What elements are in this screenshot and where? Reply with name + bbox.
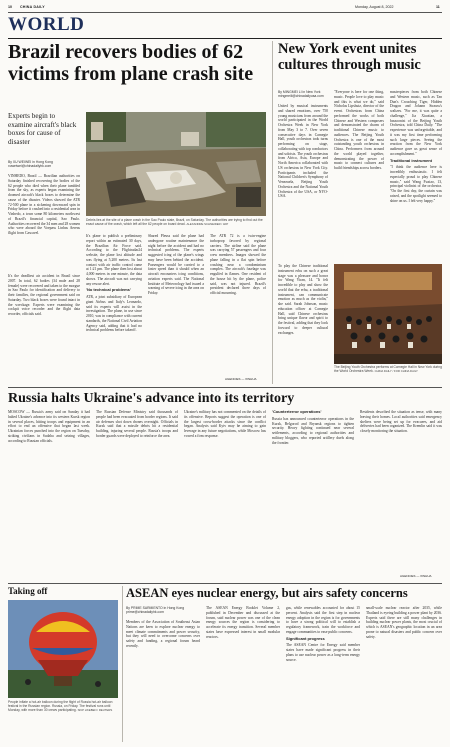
takingoff-kicker: Taking off: [8, 586, 48, 596]
asean-col-4: small-scale nuclear reactor after 2035, while Thailand is eyeing building a power plant by 2036. Experts said there are still many challenges in building nuclear power plants, the most crucial of which is ASEAN's geographic location in an area prone to natural disasters and public concern over safety.: [366, 606, 442, 639]
russia-col-2: The Russian Defense Ministry said thousands of people had been evacuated from border regions. It said air defenses shot down drones overnight. Officials in Kursk said that a missile debris hit a residential building, injuring several people. Russia's troops and border guards were deployed to reinforce the area.: [96, 410, 178, 438]
asean-col-3: [286, 606, 360, 742]
brazil-photo-credit: ALEXANDRE SCHNEIDER / AFP: [186, 222, 229, 227]
issue-date: Monday, August 8, 2022: [355, 5, 394, 9]
russia-credit: AGENCIES — XINHUA: [400, 574, 432, 578]
russia-col-1: MOSCOW — Russia's army said on Sunday it had halted Ukraine's advance into its western Kursk region in several places, hitting troops and equipment in an effort to end an offensive that began last week. Ukrainian forces punched into the region on Tuesday, striking civilians in Sudzha and seizing villages, according to Russian officials.: [8, 410, 90, 443]
russia-subhead: 'Counterterror operations': [272, 410, 322, 414]
asean-col3-text: gas, while renewables accounted for about 15 percent. Analysts said the first step in nuclear energy adoption in the region is for governments to have a strong political will to establish a regulatory framework, train the workforce and engage communities to ease public concerns.: [286, 606, 360, 634]
asean-subhead: Significant progress: [286, 635, 325, 641]
russia-col-4: [272, 410, 354, 580]
newyork-caption-text: The Beijing Youth Orchestra performs at Carnegie Hall in New York during the World Orchestra Week.: [334, 365, 442, 374]
newyork-byline: By MINGMEI LI in New York mingmeili@chinadailyusa.com: [278, 90, 324, 99]
newyork-orchestra-photo: [334, 264, 442, 364]
takingoff-caption: [8, 700, 118, 713]
russia-col-3: Ukraine's military has not commented on the details of its offensive. Reports suggest the operation is one of the largest cross-border attacks since the conflict began. Analysts said Kyiv may be aiming to gain leverage in any future negotiations, while Moscow has vowed a firm response.: [184, 410, 266, 438]
brazil-col3-text: It's plane to publish a preliminary report within an estimated 30 days, the Brazilian Air Force said. According to the Flightradar24 website, the plane lost altitude and was flying at 5,200 meters. Its last contact with air traffic control came at 1:21 pm. The plane then lost about 4,000 meters in one minute, the data shows. The aircraft was not carrying any rescue alert.: [86, 234, 142, 286]
brazil-crash-photo: [86, 112, 266, 216]
newyork-col-1: United by musical instruments and shared emotions, over 750 young musicians from around the world participated in the World Orchestra Week in New York from May 3 to 7. Over seven consecutive days in Carnegie Hall, youth orchestras took turns performing on stage, collaborating with top conductors and soloists. The youth orchestras from Africa, Asia, Europe and North America collaborated with US orchestras in New York City. Participants included the National Children's Symphony of Venezuela, Beijing Youth Orchestra and the National Youth Orchestra of the USA, or NYO-USA.: [278, 104, 328, 199]
balloon-photo: [8, 600, 118, 698]
russia-col-5: Residents described the situation as tense, with many leaving their homes. Local authorities said emergency shelters were being set up for evacuees, and aid deliveries had been organized. The Kremlin said it was closely monitoring the situation.: [360, 410, 442, 433]
russia-col4-text: Russia has announced counterterror operations in the Kursk, Belgorod and Bryansk regions to tighten security. Heavy fighting continued near several settlements, according to regional authorities and military bloggers, who reported artillery duels along the frontier.: [272, 416, 354, 445]
brazil-byline: By XU WEIWEI in Hong Kong xuweiwei@chinadailyhk.com: [8, 160, 53, 169]
brazil-col-4: Shared Pleuss said the plane had undergone routine maintenance the night before the accident and had no technical problems. The experts suggested icing of the plane's wings may have been behind the accident. Passengers would be carried to a faster speed than it should when an aircraft encounters icing conditions, aviation experts said. The National Institute of Meteorology had issued a warning of severe icing in the area on Friday.: [148, 234, 204, 295]
section-title: WORLD: [8, 14, 85, 35]
newyork-photo-credit: CHINA DAILY / FOR CHINA DAILY: [374, 369, 418, 374]
brazil-col-1: VINHEDO, Brazil — Brazilian authorities on Saturday finished recovering the bodies of the 62 people who died when their plane tumbled from the sky, as experts began examining the doomed aircraft's black boxes to determine the cause of the disaster. Videos showed the ATR 72-500 plane in a sickening downward spin in Friday before it crashed into a residential area in Vinhedo, a town some 80 kilometers northwest of Brazil's financial capital, Sao Paulo. Authorities recovered the 34 men and 28 women who were aboard the Voepass Linhas Aereas flight from Cascavel.: [8, 174, 80, 235]
brazil-caption-text: Debris lies at the site of a plane crash in the Sao Paulo state, Brazil, on Saturday. The authorities are trying to find out the exact cause of the crash, which left all the 62 people on board dead.: [86, 218, 263, 227]
asean-col-2: The ASEAN Energy Booklet Volume 2, published in December and discussed at the forum, said nuclear power was one of the clean energy sources the region is considering to accelerate its energy transition. Several member states have expressed interest in small modular reactors.: [206, 606, 280, 639]
brazil-subhead: 'No technical problems': [86, 287, 131, 293]
brazil-col-2: It's the deadliest air accident in Brazil since 2007. In total, 62 bodies (34 male and 28 female) were recovered and taken to the morgue in Sao Paulo for identification and delivery to their families, the regional government said on Saturday. Two black boxes were found intact in the wreckage. Experts were examining the cockpit voice recorder and the flight data recorder, officials said.: [8, 274, 80, 316]
takingoff-caption-text: People inflate a hot-air balloon during the flight of Russia hot-air balloon festival in the Russian region. Russia, on Friday. The festival runs until Monday, with more than 30 crews participating.: [8, 700, 113, 713]
paper-name: CHINA DAILY: [20, 5, 45, 9]
asean-col3b-text: The ASEAN Centre for Energy said member states have made significant progress in their plans to use nuclear power as a long-term energy source.: [286, 643, 360, 662]
newyork-headline: New York event unites cultures through music: [278, 41, 421, 73]
newyork-col3-text: masterpieces from both Chinese and Western music, such as Tan Dun's Crouching Tiger, Hidden Dragon and Johann Strauss's waltzes. "For me, it was quite a challenge," Jia Xiaotian, a bassoonist of the Beijing Youth Orchestra, told China Daily. "The experience was unforgettable, and it was my first time performing such large pieces. Seeing the reaction from the New York audience gave us great sense of accomplishment.": [390, 90, 442, 156]
brazil-col-5: The ATR 72 is a twin-engine turboprop favored by regional carriers. The airline said the plane was carrying 57 passengers and four crew members. Images showed the plane falling in a flat spin before crashing near a condominium complex. The aircraft's fuselage was engulfed in flames. One resident of the house hit by the plane, police said, was not injured. Brazil's president declared three days of official mourning.: [210, 234, 266, 295]
takingoff-credit: SKIP LIKEBEN / REUTERS: [77, 708, 113, 713]
brazil-headline: Brazil recovers bodies of 62 victims from plane crash site: [8, 41, 254, 85]
newyork-col-3: [390, 90, 442, 262]
asean-headline: ASEAN eyes nuclear energy, but airs safety concerns: [126, 586, 408, 600]
newyork-col-4: To play the Chinese traditional instrument erhu on such a great stage was a pleasure and honor for Wang Yiran, 14. "It felt incredible to play and show the world that the erhu, a traditional instrument, can communicate emotion as much as the violin," she said. Sarah Johnson, music education officer at Carnegie Hall, said Chinese orchestras bring unique flavor and spirit to the festival, adding that they look forward to deeper cultural exchanges.: [278, 264, 328, 335]
page-number: 10: [8, 5, 12, 9]
brazil-col3b-text: ATR, a joint subsidiary of European giant Airbus and Italy's Leonardo, said its experts will assist in the investigation. The plane, in use since 2010, was in compliance with current standards, the National Civil Aviation Agency said, adding that it had no technical problems before takeoff.: [86, 295, 142, 333]
russia-headline: Russia halts Ukraine's advance into its territory: [8, 391, 295, 406]
asean-col-1: Members of the Association of Southeast Asian Nations are keen to explore nuclear energy to meet climate commitments and power security, but they will need to overcome concerns over safety and funding, a regional forum heard recently.: [126, 620, 200, 648]
right-page-number: 11: [436, 5, 440, 9]
asean-byline: By PRIME SARMIENTO in Hong Kong prime@chinadailyhk.com: [126, 606, 185, 615]
newyork-photo-caption: [334, 365, 442, 373]
newyork-col-2: "Everyone is here for one thing, music. People love to play music and this is what we do," said Nicholas Lipshutz, director of the event. Orchestras from China performed the works of both Chinese and Western composers and demonstrated the charm of traditional Chinese music to audiences. The Beijing Youth Orchestra is one of the most outstanding youth orchestras in China. Performers from around the world played together, demonstrating the power of music to connect cultures and build friendships across borders.: [334, 90, 384, 170]
brazil-col-3: [86, 234, 142, 384]
newyork-subhead: Traditional instrument: [390, 157, 433, 163]
brazil-credit: AGENCIES — XINHUA: [225, 377, 257, 381]
newyork-col3b-text: "I think the audience here is incredibly enthusiastic. I felt especially proud to play Chinese music," said Wang Fuxiao, 13, principal violinist of the orchestra. "On the first day, the curtain was raised, and the spotlight seemed to shine on us. I felt very happy.": [390, 165, 442, 203]
brazil-deck: Experts begin to examine aircraft's black boxes for cause of disaster: [8, 112, 77, 146]
brazil-photo-caption: [86, 218, 266, 226]
